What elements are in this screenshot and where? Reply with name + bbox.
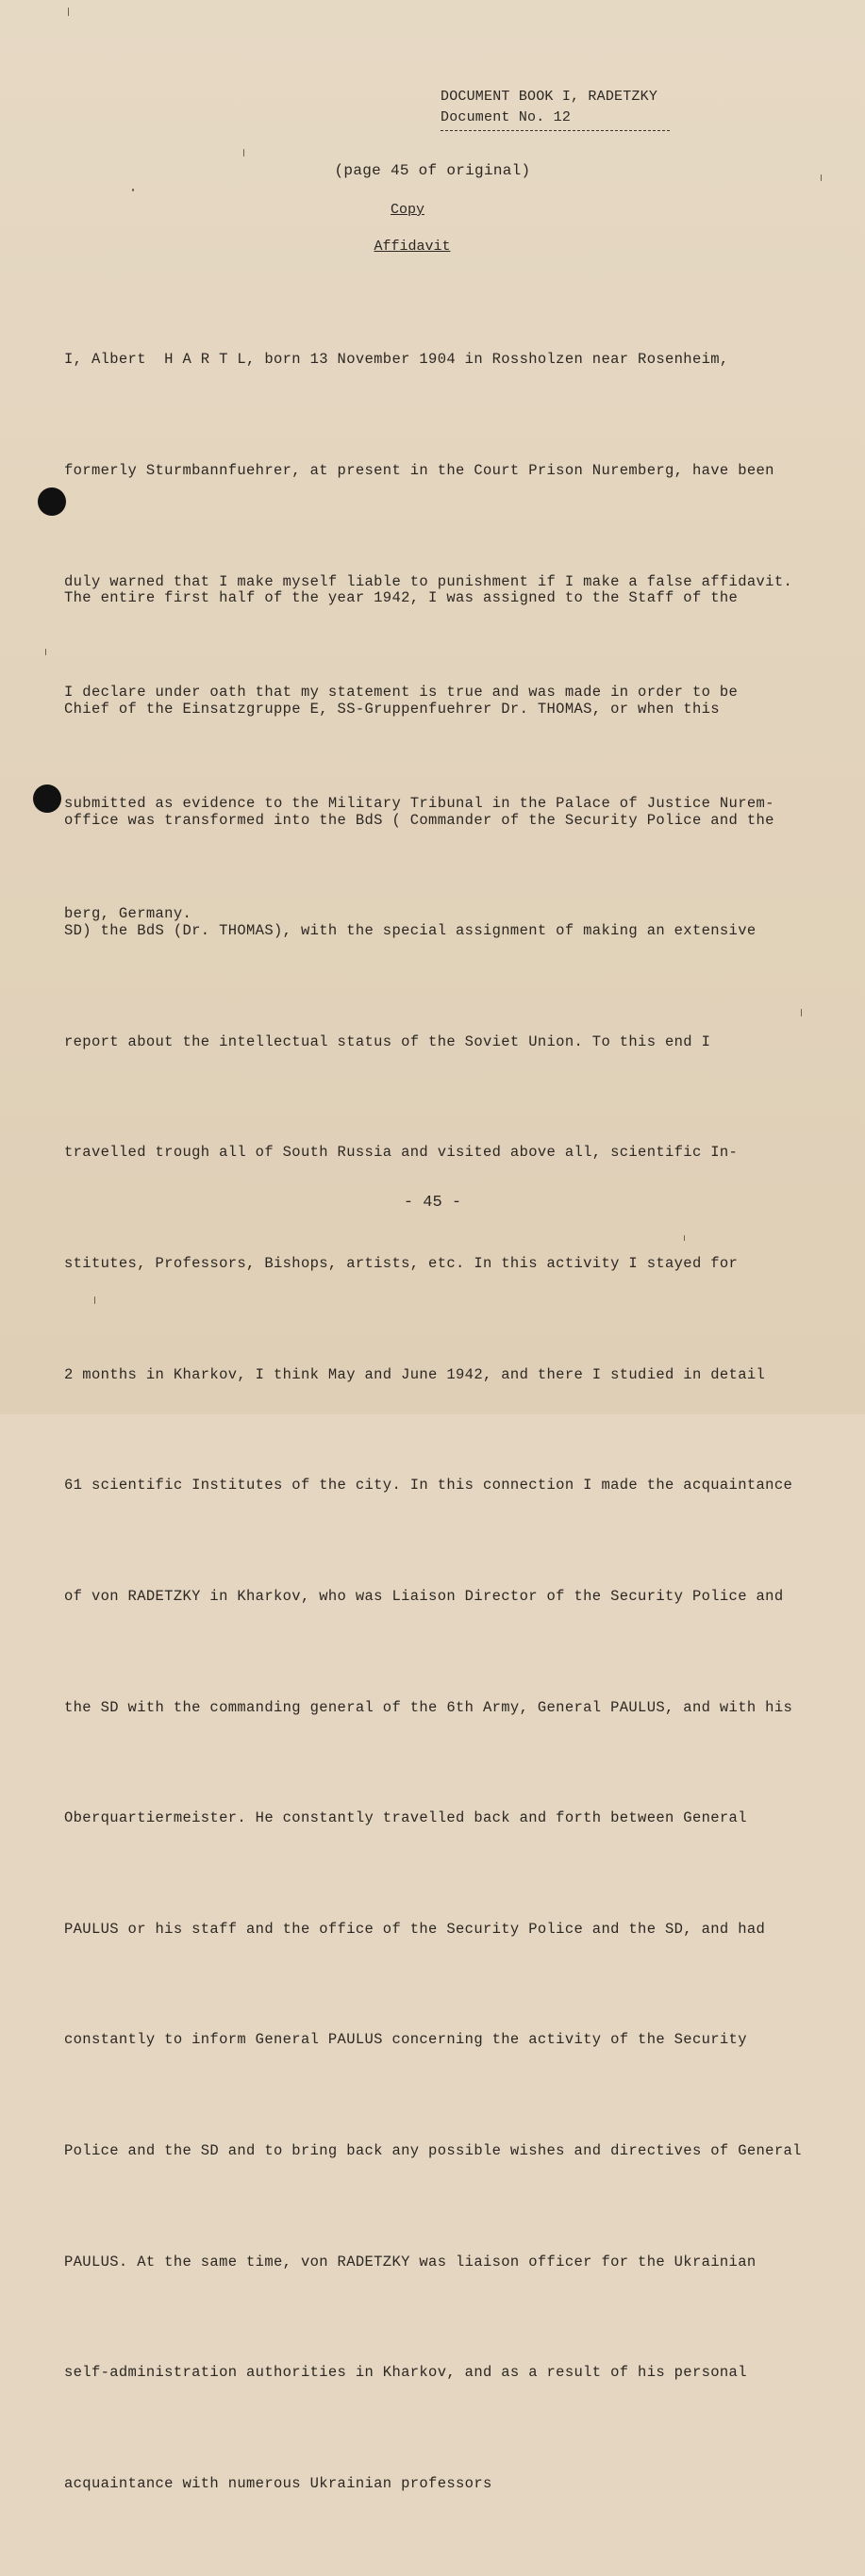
text-line: I declare under oath that my statement is true and was made in order to be (64, 684, 739, 702)
text-line: submitted as evidence to the Military Tribunal in the Palace of Justice Nurem- (64, 794, 774, 812)
paper-speck (68, 8, 69, 16)
copy-label: Copy (390, 202, 424, 218)
text-line: self-administration authorities in Kharkov, and as a result of his personal (64, 2364, 747, 2382)
text-line: duly warned that I make myself liable to punishment if I make a false affidavit. (64, 572, 793, 590)
document-book-label: DOCUMENT BOOK I, RADETZKY (441, 89, 658, 105)
affidavit-title: Affidavit (374, 239, 451, 255)
header-underline (441, 130, 670, 131)
text-line: PAULUS or his staff and the office of the Security Police and the SD, and had (64, 1920, 766, 1938)
paper-speck (94, 1296, 95, 1304)
original-page-reference: (page 45 of original) (334, 162, 531, 179)
text-line: PAULUS. At the same time, von RADETZKY was liaison officer for the Ukrainian (64, 2253, 757, 2271)
text-line: The entire first half of the year 1942, I was assigned to the Staff of the (64, 589, 739, 607)
text-line: Oberquartiermeister. He constantly travelled back and forth between General (64, 1809, 747, 1827)
text-line: constantly to inform General PAULUS concerning the activity of the Security (64, 2031, 747, 2049)
text-line: Police and the SD and to bring back any possible wishes and directives of General (64, 2141, 802, 2159)
text-line: berg, Germany. (64, 905, 192, 923)
text-line: the SD with the commanding general of the 6th Army, General PAULUS, and with his (64, 1698, 793, 1716)
text-line: of von RADETZKY in Kharkov, who was Liaison Director of the Security Police and (64, 1587, 784, 1605)
document-number-label: Document No. 12 (441, 109, 572, 125)
page-number: - 45 - (403, 1194, 462, 1212)
paper-speck (801, 1009, 802, 1016)
text-line: office was transformed into the BdS ( Commander of the Security Police and the (64, 811, 774, 829)
text-line: SD) the BdS (Dr. THOMAS), with the special assignment of making an extensive (64, 922, 757, 940)
paper-speck (243, 149, 244, 157)
text-line: acquaintance with numerous Ukrainian professors (64, 2474, 492, 2492)
text-line: I, Albert H A R T L, born 13 November 1904 in Rossholzen near Rosenheim, (64, 351, 729, 369)
text-line: 2 months in Kharkov, I think May and June 1942, and there I studied in detail (64, 1365, 766, 1383)
text-line: report about the intellectual status of the Soviet Union. To this end I (64, 1032, 711, 1050)
punch-hole-icon (38, 487, 66, 516)
text-line: travelled trough all of South Russia and visited above all, scientific In- (64, 1144, 739, 1162)
paragraph-statement (64, 506, 809, 2576)
paper-speck (45, 649, 46, 655)
text-line: Chief of the Einsatzgruppe E, SS-Gruppenfuehrer Dr. THOMAS, or when this (64, 701, 720, 718)
punch-hole-icon (33, 784, 61, 813)
text-line: stitutes, Professors, Bishops, artists, etc. In this activity I stayed for (64, 1255, 739, 1273)
text-line: formerly Sturmbannfuehrer, at present in the Court Prison Nuremberg, have been (64, 462, 774, 480)
paper-speck (132, 189, 134, 191)
paper-speck (821, 174, 822, 181)
document-header (441, 87, 670, 131)
text-line: 61 scientific Institutes of the city. In this connection I made the acquaintance (64, 1477, 793, 1494)
paper-speck (684, 1235, 685, 1241)
